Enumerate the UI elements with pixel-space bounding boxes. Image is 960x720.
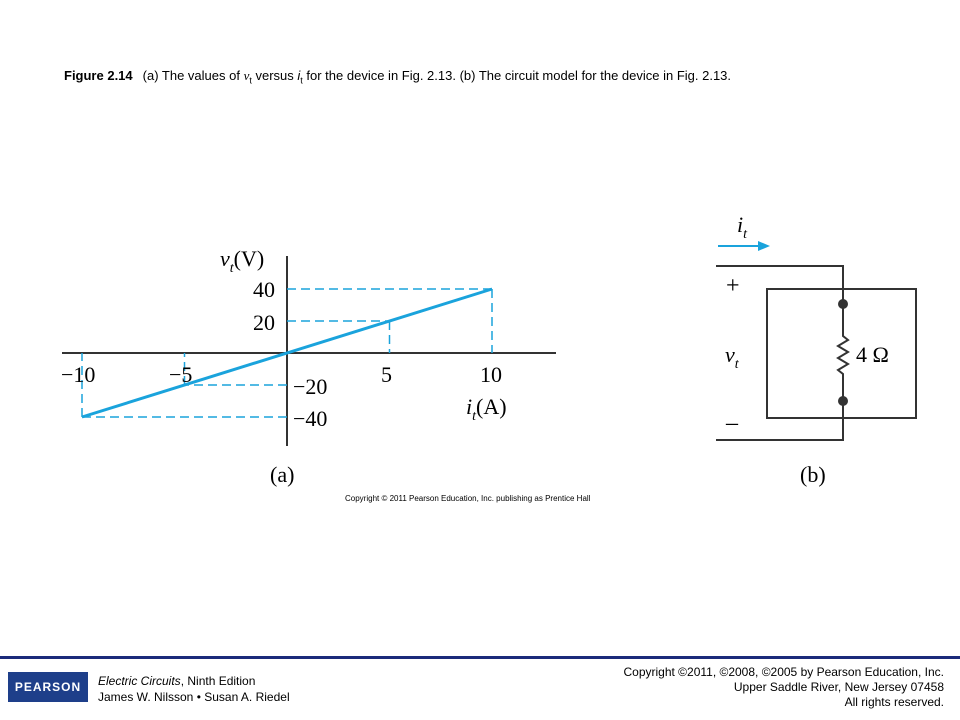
figure-credit: Copyright © 2011 Pearson Education, Inc. publishing as Prentice Hall (345, 494, 591, 503)
caption-sub-t2: t (300, 75, 303, 86)
address-line: Upper Saddle River, New Jersey 07458 (733, 680, 944, 694)
y-axis-label: $v_t(V)$ (220, 246, 265, 276)
caption-var-v: v (243, 68, 250, 83)
footer-rule (0, 656, 960, 659)
x-axis-label: $i_t(A)$ (466, 394, 507, 424)
pearson-logo: PEARSON (8, 672, 88, 702)
current-arrow-head (758, 241, 770, 251)
book-title-line (98, 673, 290, 689)
book-info (98, 673, 290, 705)
circuit-model (716, 212, 916, 487)
y-tick-label: 40 (253, 277, 275, 302)
rights-line: All rights reserved. (844, 695, 944, 709)
circuit-panel-label: (b) (800, 462, 826, 487)
y-tick-label: −20 (293, 374, 328, 399)
caption-var-i: i (297, 68, 301, 83)
copyright-notice (623, 665, 944, 710)
book-authors: James W. Nilsson • Susan A. Riedel (98, 690, 290, 704)
caption-text-a: (a) The values of (142, 68, 244, 83)
x-tick-label: 5 (381, 362, 392, 387)
caption-text-versus: versus (251, 68, 298, 83)
x-tick-label: 10 (480, 362, 502, 387)
resistor-symbol (838, 304, 848, 401)
copyright-line: Copyright ©2011, ©2008, ©2005 by Pearson Education, Inc. (623, 665, 944, 679)
y-tick-label: −40 (293, 406, 328, 431)
figure-label: Figure 2.14 (64, 68, 133, 83)
caption-sub-t1: t (249, 75, 252, 86)
x-tick-label: −10 (61, 362, 96, 387)
caption-text-rest: for the device in Fig. 2.13. (b) The circuit model for the device in Fig. 2.13. (302, 68, 732, 83)
plus-sign: + (726, 273, 740, 299)
voltage-label: $v_t$ (725, 342, 739, 372)
graph-panel-label: (a) (270, 462, 295, 487)
book-title: Electric Circuits (98, 674, 181, 688)
current-label: $i_t$ (737, 212, 748, 242)
x-tick-label: −5 (169, 362, 193, 387)
minus-sign: – (726, 410, 738, 436)
resistor-value: 4 Ω (856, 342, 889, 367)
book-edition: , Ninth Edition (180, 674, 256, 688)
y-tick-label: 20 (253, 310, 275, 335)
